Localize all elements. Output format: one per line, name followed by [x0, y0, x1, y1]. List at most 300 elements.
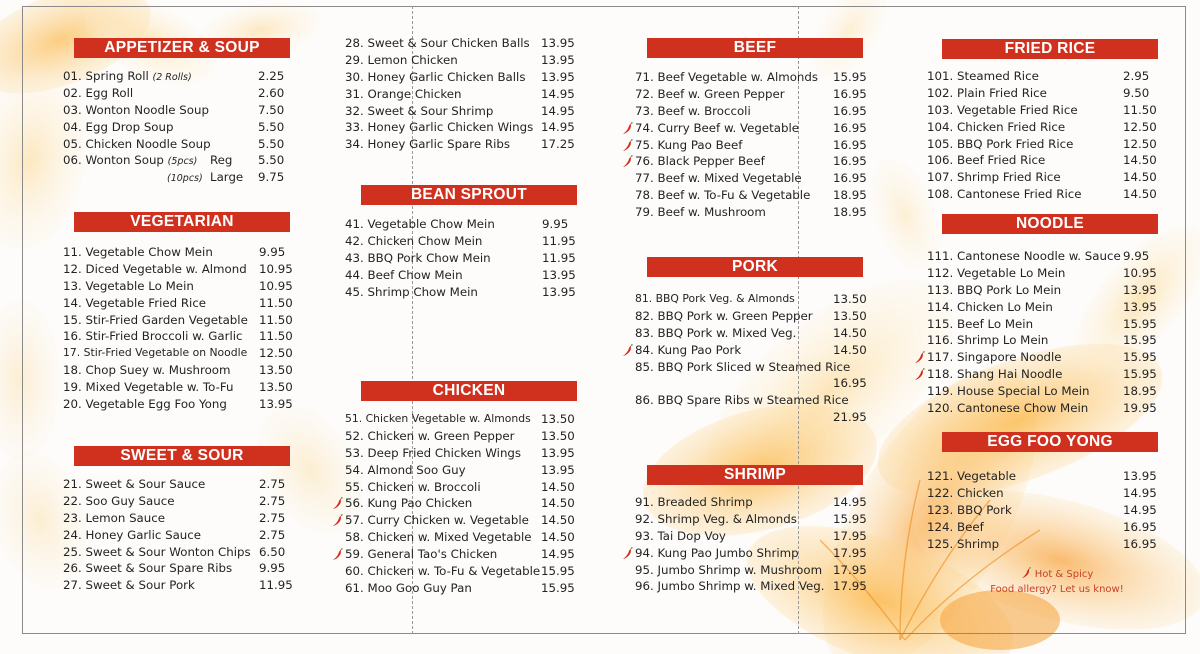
chili-pepper-icon [622, 139, 634, 152]
menu-item-name [927, 502, 1012, 519]
item-label: 55. Chicken w. Broccoli [345, 479, 481, 494]
menu-item-row [345, 462, 595, 479]
menu-item-name [345, 580, 472, 597]
item-price: 11.95 [542, 250, 576, 265]
menu-item-row [345, 267, 595, 284]
menu-item-row [345, 529, 595, 546]
menu-item-row [63, 476, 303, 493]
menu-item-name [63, 493, 174, 510]
menu-item-row [635, 375, 875, 392]
menu-item-name [635, 69, 818, 86]
item-price: 13.50 [833, 292, 867, 306]
item-label: 72. Beef w. Green Pepper [635, 86, 785, 101]
item-price: 2.60 [258, 85, 285, 100]
item-label: 112. Vegetable Lo Mein [927, 265, 1066, 280]
item-price: 15.95 [1123, 333, 1157, 348]
menu-item-row [63, 577, 303, 594]
menu-item-row [635, 359, 875, 376]
item-price: 21.95 [833, 410, 867, 425]
menu-item-name [635, 308, 813, 325]
chili-pepper-icon [914, 351, 926, 364]
item-label: 13. Vegetable Lo Mein [63, 278, 194, 293]
item-price: 2.75 [259, 477, 286, 491]
item-price: 14.50 [833, 325, 867, 340]
item-price: 9.50 [1123, 85, 1150, 100]
menu-item-name [345, 216, 495, 233]
item-price: 13.95 [542, 267, 576, 282]
item-label: 76. Black Pepper Beef [635, 154, 765, 169]
item-label: 14. Vegetable Fried Rice [63, 295, 207, 310]
item-label: 83. BBQ Pork w. Mixed Veg. [635, 325, 797, 340]
item-price: 10.95 [1123, 265, 1157, 280]
menu-item-row [635, 545, 875, 562]
item-price: 18.95 [833, 188, 867, 203]
item-label: 25. Sweet & Sour Wonton Chips [63, 544, 251, 559]
item-label: 125. Shrimp [927, 536, 1000, 551]
item-price: 15.95 [541, 564, 575, 579]
item-price: 13.95 [541, 445, 575, 460]
item-label: 28. Sweet & Sour Chicken Balls [345, 36, 530, 50]
menu-item-name [927, 136, 1073, 153]
menu-item-name [927, 332, 1048, 349]
item-price: 11.95 [259, 578, 293, 593]
menu-item-name [345, 69, 525, 86]
item-label: 42. Chicken Chow Mein [345, 233, 483, 248]
menu-item-name [345, 267, 463, 284]
section-header: PORK [647, 257, 863, 277]
menu-item-row [345, 86, 595, 103]
item-label: 06. Wonton Soup [63, 153, 164, 168]
item-price: 10.95 [259, 278, 293, 293]
item-label: 124. Beef [927, 519, 984, 534]
item-label: 61. Moo Goo Guy Pan [345, 580, 472, 595]
menu-item-row [635, 562, 875, 579]
item-price: 16.95 [833, 86, 867, 101]
item-label: 29. Lemon Chicken [345, 52, 458, 67]
menu-item-row [927, 400, 1167, 417]
section-header: NOODLE [942, 214, 1158, 234]
menu-item-name [635, 204, 766, 221]
item-label: 05. Chicken Noodle Soup [63, 136, 211, 151]
chili-pepper-icon [622, 122, 634, 135]
menu-item-row [635, 392, 875, 409]
item-label: 20. Vegetable Egg Foo Yong [63, 397, 227, 412]
item-price: 2.75 [259, 527, 286, 542]
item-price: 17.95 [833, 562, 867, 577]
item-label: 51. Chicken Vegetable w. Almonds [345, 412, 531, 425]
item-label: 122. Chicken [927, 485, 1004, 500]
item-price: 5.50 [258, 153, 285, 168]
menu-item-row [63, 295, 303, 312]
menu-item-row [63, 396, 303, 413]
menu-item-row [63, 261, 303, 278]
item-label: 101. Steamed Rice [927, 69, 1039, 83]
item-label: 86. BBQ Spare Ribs w Steamed Rice [635, 393, 849, 408]
menu-item-row [345, 563, 595, 580]
menu-item-name [927, 152, 1045, 169]
item-label: 45. Shrimp Chow Mein [345, 284, 478, 299]
menu-item-row [927, 519, 1167, 536]
menu-item-name [63, 379, 233, 396]
item-price: 5.50 [258, 119, 285, 134]
menu-item-row [345, 546, 595, 563]
item-price: 16.95 [833, 154, 867, 169]
menu-item-row [927, 485, 1167, 502]
item-price: 13.95 [541, 52, 575, 67]
item-label: 11. Vegetable Chow Mein [63, 245, 213, 259]
menu-item-name [345, 119, 533, 136]
menu-item-row [63, 85, 303, 102]
chili-pepper-icon [332, 497, 344, 510]
chili-pepper-icon [1021, 567, 1032, 579]
menu-item-row [635, 578, 875, 595]
menu-item-row [63, 312, 303, 329]
item-label: 74. Curry Beef w. Vegetable [635, 120, 800, 135]
menu-item-row [927, 299, 1167, 316]
chili-pepper-icon [332, 548, 344, 561]
menu-item-row [63, 527, 303, 544]
item-label: 02. Egg Roll [63, 85, 134, 100]
section-header: APPETIZER & SOUP [74, 38, 290, 58]
menu-item-list [63, 476, 303, 594]
menu-item-name [63, 85, 133, 102]
item-label: 96. Jumbo Shrimp w. Mixed Veg. [635, 579, 825, 594]
menu-item-row [63, 544, 303, 561]
menu-item-name [345, 233, 482, 250]
menu-item-row [63, 328, 303, 345]
item-price: 13.50 [833, 308, 867, 323]
item-label: 85. BBQ Pork Sliced w Steamed Rice [635, 359, 851, 374]
item-price: 19.95 [1123, 401, 1157, 416]
item-price: 9.95 [542, 217, 569, 231]
section-header: FRIED RICE [942, 39, 1158, 59]
menu-item-name [927, 485, 1004, 502]
item-price: 14.50 [1123, 170, 1157, 185]
chili-pepper-icon [622, 155, 634, 168]
item-price: 6.50 [259, 544, 286, 559]
menu-item-row [635, 511, 875, 528]
item-note: (10pcs) [167, 173, 203, 185]
menu-item-row [345, 233, 595, 250]
menu-item-list [63, 68, 303, 186]
menu-item-row [345, 284, 595, 301]
menu-item-name [63, 544, 251, 561]
item-label: 24. Honey Garlic Sauce [63, 527, 202, 542]
item-label: 17. Stir-Fried Vegetable on Noodle [63, 346, 248, 360]
item-label: 119. House Special Lo Mein [927, 384, 1090, 399]
menu-item-name [927, 85, 1047, 102]
menu-item-name [635, 170, 802, 187]
item-price: 16.95 [833, 376, 867, 391]
menu-item-name [345, 495, 472, 512]
item-label: 102. Plain Fried Rice [927, 85, 1047, 100]
item-price: 14.50 [541, 513, 575, 528]
item-price: 13.50 [259, 380, 293, 395]
item-price: 13.95 [259, 397, 293, 412]
menu-item-row [345, 119, 595, 136]
item-label: 04. Egg Drop Soup [63, 119, 174, 134]
menu-item-name [927, 299, 1053, 316]
menu-item-name [635, 342, 741, 359]
menu-item-row [345, 35, 595, 52]
menu-item-name [927, 468, 1016, 485]
menu-item-row [927, 85, 1167, 102]
spicy-legend [977, 567, 1137, 580]
menu-item-row [927, 265, 1167, 282]
menu-item-name [345, 529, 532, 546]
item-label: 15. Stir-Fried Garden Vegetable [63, 312, 248, 327]
item-price: 18.95 [1123, 384, 1157, 399]
menu-item-name [345, 563, 540, 580]
menu-item-row [927, 536, 1167, 553]
item-label: 121. Vegetable [927, 469, 1017, 483]
item-price: 14.50 [541, 479, 575, 494]
menu-item-name [927, 519, 984, 536]
item-label: 95. Jumbo Shrimp w. Mushroom [635, 562, 823, 577]
menu-item-name [927, 400, 1088, 417]
menu-item-name [63, 560, 232, 577]
menu-item-name [63, 119, 174, 136]
item-price: 11.95 [542, 233, 576, 248]
menu-item-row [635, 120, 875, 137]
menu-item-name [927, 68, 1039, 85]
item-price: 15.95 [1123, 316, 1157, 331]
item-price: 2.95 [1123, 69, 1150, 83]
menu-item-row [63, 362, 303, 379]
item-price: 14.50 [833, 342, 867, 357]
item-price: 11.50 [259, 295, 293, 310]
menu-item-row [635, 153, 875, 170]
menu-item-row [927, 282, 1167, 299]
menu-item-name [345, 284, 478, 301]
menu-item-name [345, 512, 529, 529]
menu-item-row [63, 152, 303, 169]
menu-item-row [63, 560, 303, 577]
menu-item-name [927, 316, 1033, 333]
item-price: 13.95 [1123, 469, 1157, 483]
menu-item-name [63, 345, 247, 362]
menu-item-row [927, 119, 1167, 136]
menu-item-name [63, 396, 227, 413]
menu-item-row [63, 119, 303, 136]
menu-item-name [345, 103, 493, 120]
item-price: 13.95 [1123, 299, 1157, 314]
menu-item-name [635, 359, 850, 376]
menu-item-row [345, 495, 595, 512]
menu-item-name [345, 546, 497, 563]
item-price: 17.25 [541, 137, 575, 152]
menu-item-name [635, 392, 849, 409]
menu-item-list [927, 468, 1167, 552]
item-price: 16.95 [833, 171, 867, 186]
menu-item-list [345, 411, 595, 597]
menu-item-name [635, 153, 765, 170]
item-price: 13.95 [541, 69, 575, 84]
menu-item-name [63, 527, 201, 544]
item-label: 79. Beef w. Mushroom [635, 205, 766, 220]
item-note: (5pcs) [167, 156, 198, 168]
menu-item-name [635, 494, 753, 511]
item-price: 13.95 [541, 462, 575, 477]
menu-item-row [635, 204, 875, 221]
menu-item-row [927, 136, 1167, 153]
menu-item-row [63, 68, 303, 85]
section-header: VEGETARIAN [74, 212, 290, 232]
menu-item-row [63, 169, 303, 186]
menu-item-row [345, 512, 595, 529]
menu-item-row [927, 102, 1167, 119]
item-price: 15.95 [1123, 350, 1157, 365]
menu-item-row [345, 479, 595, 496]
menu-item-name [635, 120, 799, 137]
menu-item-row [345, 103, 595, 120]
item-price: 2.75 [259, 510, 286, 525]
menu-item-name [63, 244, 213, 261]
item-label: 105. BBQ Pork Fried Rice [927, 136, 1074, 151]
item-label: 117. Singapore Noodle [927, 350, 1062, 365]
menu-item-name [635, 578, 825, 595]
item-price: 14.95 [541, 547, 575, 562]
menu-item-name [345, 479, 481, 496]
menu-item-row [345, 52, 595, 69]
menu-item-row [635, 291, 875, 308]
menu-item-row [927, 248, 1167, 265]
item-price: 13.50 [541, 412, 575, 426]
item-size-label: Large [210, 170, 244, 185]
section-header: EGG FOO YONG [942, 432, 1158, 452]
item-label: 116. Shrimp Lo Mein [927, 333, 1049, 348]
item-label: 18. Chop Suey w. Mushroom [63, 363, 231, 378]
menu-item-row [345, 580, 595, 597]
item-price: 9.95 [1123, 249, 1150, 263]
menu-item-row [63, 136, 303, 153]
item-price: 13.50 [259, 363, 293, 378]
item-note: (2 Rolls) [152, 72, 192, 83]
menu-item-row [635, 342, 875, 359]
item-price: 14.95 [1123, 502, 1157, 517]
menu-item-row [635, 103, 875, 120]
item-price: 2.25 [258, 69, 285, 83]
menu-item-name [63, 102, 209, 119]
item-label: 107. Shrimp Fried Rice [927, 170, 1061, 185]
menu-item-row [635, 69, 875, 86]
item-price: 7.50 [258, 102, 285, 117]
menu-item-name [63, 169, 203, 188]
menu-item-row [635, 409, 875, 426]
menu-item-name [345, 428, 514, 445]
item-price: 13.95 [541, 36, 575, 50]
item-label: 59. General Tao's Chicken [345, 547, 498, 562]
item-label: 94. Kung Pao Jumbo Shrimp [635, 545, 799, 560]
menu-item-row [63, 278, 303, 295]
menu-item-name [635, 137, 742, 154]
menu-item-name [63, 312, 248, 329]
menu-item-name [927, 102, 1078, 119]
menu-item-name [927, 366, 1062, 383]
menu-item-list [635, 69, 875, 221]
menu-item-list [927, 248, 1167, 417]
menu-item-name [635, 103, 751, 120]
menu-item-name [63, 295, 206, 312]
item-label: 19. Mixed Vegetable w. To-Fu [63, 380, 234, 395]
item-label: 118. Shang Hai Noodle [927, 367, 1063, 382]
item-label: 22. Soo Guy Sauce [63, 493, 175, 508]
item-label: 58. Chicken w. Mixed Vegetable [345, 530, 532, 545]
item-price: 15.95 [833, 70, 867, 84]
menu-item-row [927, 468, 1167, 485]
item-price: 16.95 [1123, 519, 1157, 534]
item-label: 114. Chicken Lo Mein [927, 299, 1053, 314]
menu-item-row [345, 216, 595, 233]
item-label: 60. Chicken w. To-Fu & Vegetable [345, 564, 541, 579]
menu-item-row [345, 428, 595, 445]
item-label: 54. Almond Soo Guy [345, 462, 466, 477]
menu-item-name [927, 169, 1061, 186]
item-label: 30. Honey Garlic Chicken Balls [345, 69, 526, 84]
item-price: 9.75 [258, 170, 285, 185]
menu-item-row [927, 349, 1167, 366]
item-label: 21. Sweet & Sour Sauce [63, 477, 206, 491]
menu-item-name [635, 562, 822, 579]
item-label: 84. Kung Pao Pork [635, 342, 742, 357]
item-price: 14.50 [1123, 187, 1157, 202]
item-price: 18.95 [833, 205, 867, 220]
menu-item-row [345, 69, 595, 86]
menu-item-name [345, 136, 510, 153]
item-price: 10.95 [259, 261, 293, 276]
item-price: 14.95 [541, 120, 575, 135]
item-price: 14.95 [833, 495, 867, 509]
menu-item-name [345, 411, 531, 428]
item-price: 14.50 [541, 530, 575, 545]
menu-item-name [927, 119, 1065, 136]
item-price: 15.95 [1123, 367, 1157, 382]
menu-item-row [927, 502, 1167, 519]
menu-item-row [927, 169, 1167, 186]
menu-item-row [635, 137, 875, 154]
item-label: 16. Stir-Fried Broccoli w. Garlic [63, 329, 243, 344]
item-price: 5.50 [258, 136, 285, 151]
menu-item-name [63, 362, 231, 379]
item-label: 120. Cantonese Chow Mein [927, 401, 1089, 416]
item-label: 73. Beef w. Broccoli [635, 103, 751, 118]
item-price: 16.95 [833, 103, 867, 118]
chili-pepper-icon [332, 514, 344, 527]
menu-item-row [635, 325, 875, 342]
item-price: 11.50 [259, 329, 293, 344]
menu-item-name [635, 511, 797, 528]
item-price: 17.95 [833, 528, 867, 543]
item-label: 43. BBQ Pork Chow Mein [345, 250, 491, 265]
menu-item-list [635, 494, 875, 595]
menu-item-row [345, 136, 595, 153]
item-label: 33. Honey Garlic Chicken Wings [345, 120, 534, 135]
menu-item-name [63, 136, 211, 153]
item-price: 12.50 [259, 346, 293, 361]
menu-item-row [927, 332, 1167, 349]
menu-item-row [63, 102, 303, 119]
menu-item-name [63, 328, 243, 345]
item-price: 17.95 [833, 579, 867, 594]
item-price: 9.95 [259, 561, 286, 576]
menu-item-list [927, 68, 1167, 203]
menu-item-name [927, 383, 1090, 400]
item-price: 14.95 [1123, 485, 1157, 500]
item-label: 91. Breaded Shrimp [635, 495, 753, 509]
item-size-label: Reg [210, 153, 233, 168]
item-price: 15.95 [833, 511, 867, 526]
item-label: 23. Lemon Sauce [63, 510, 166, 525]
